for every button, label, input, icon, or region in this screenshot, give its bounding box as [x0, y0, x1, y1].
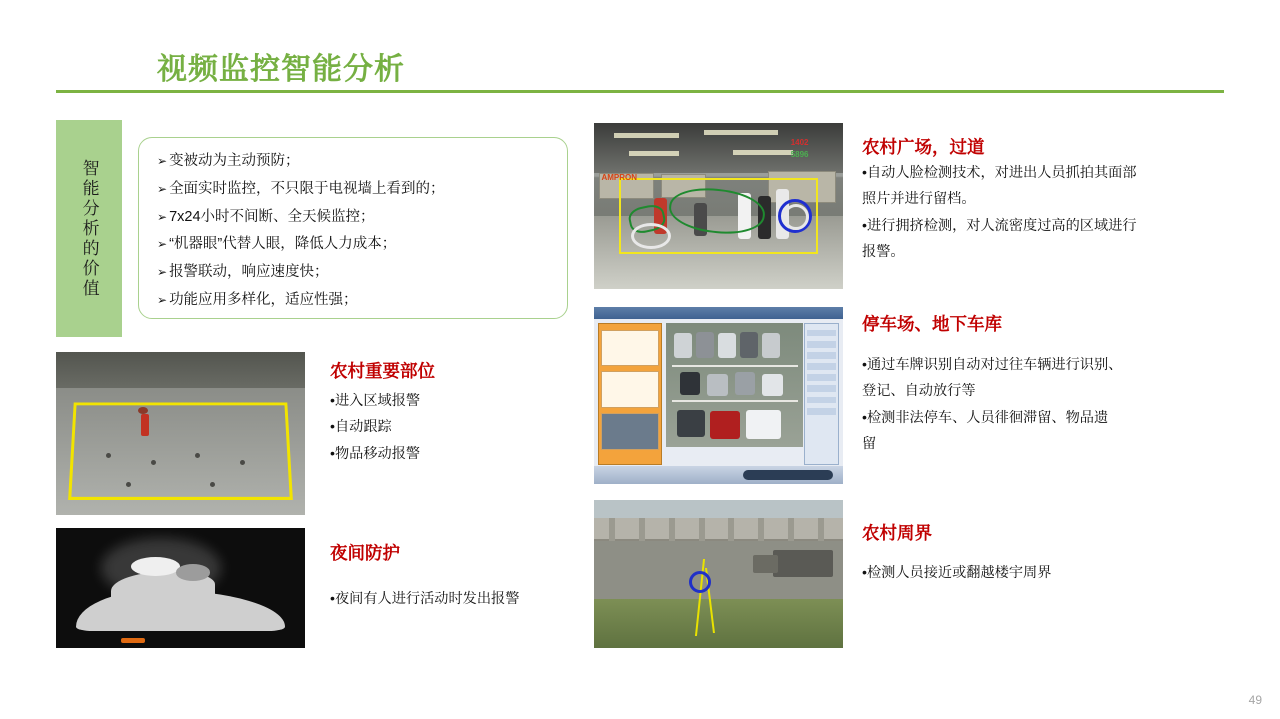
arrow-icon: ➢ [157, 265, 168, 280]
value-vertical-label [56, 120, 122, 337]
parking-vms-image [594, 307, 843, 484]
list-item: ➢ 变被动为主动预防； [157, 153, 300, 169]
zone-intrusion-image [56, 352, 305, 515]
overlay-tag-2: 5896 [790, 149, 809, 159]
arrow-icon: ➢ [157, 181, 168, 196]
list-item: ➢ “机器眼”代替人眼，降低人力成本； [157, 236, 397, 253]
arrow-icon: ➢ [157, 237, 168, 252]
page-number: 49 [1248, 693, 1262, 707]
value-list-box [138, 137, 568, 319]
page-title: 视频监控智能分析 [157, 53, 405, 86]
arrow-icon: ➢ [157, 292, 168, 307]
night-ir-image [56, 528, 305, 648]
list-item: ➢ 功能应用多样化，适应性强； [157, 291, 358, 308]
title-divider [56, 90, 1224, 93]
value-list [157, 154, 553, 308]
road-perimeter-image [594, 500, 843, 648]
value-vertical-label-text: 智能分析的价值 [79, 158, 99, 299]
list-item: ➢ 全面实时监控，不只限于电视墙上看到的； [157, 180, 445, 197]
block-body-rural-square: •自动人脸检测技术，对进出人员抓拍其面部 照片并进行留档。 •进行拥挤检测，对人流密度过高的区域进行 报警。 [862, 165, 1137, 260]
block-heading-perimeter: 农村周界 [862, 523, 932, 543]
list-item: ➢ 7x24小时不间断、全天候监控； [157, 208, 375, 225]
arrow-icon: ➢ [157, 209, 168, 224]
block-heading-rural-square: 农村广场，过道 [862, 137, 985, 157]
block-body-parking: •通过车牌识别自动对过往车辆进行识别、 登记、自动放行等 •检测非法停车、人员徘徊滞留、物品遗 留 [862, 357, 1123, 452]
overlay-tag-1: 1402 [790, 137, 809, 147]
mall-surveillance-image [594, 123, 843, 289]
overlay-brand: AMPRON [601, 172, 638, 182]
list-item: ➢ 报警联动，响应速度快； [157, 264, 329, 281]
block-body-night: •夜间有人进行活动时发出报警 [330, 591, 520, 607]
arrow-icon: ➢ [157, 154, 168, 168]
block-body-perimeter: •检测人员接近或翻越楼宇周界 [862, 565, 1052, 581]
block-heading-night: 夜间防护 [330, 543, 400, 563]
block-body-key-area: •进入区域报警 •自动跟踪 •物品移动报警 [330, 393, 421, 462]
block-heading-parking: 停车场、地下车库 [862, 314, 1002, 334]
block-heading-key-area: 农村重要部位 [330, 361, 435, 381]
